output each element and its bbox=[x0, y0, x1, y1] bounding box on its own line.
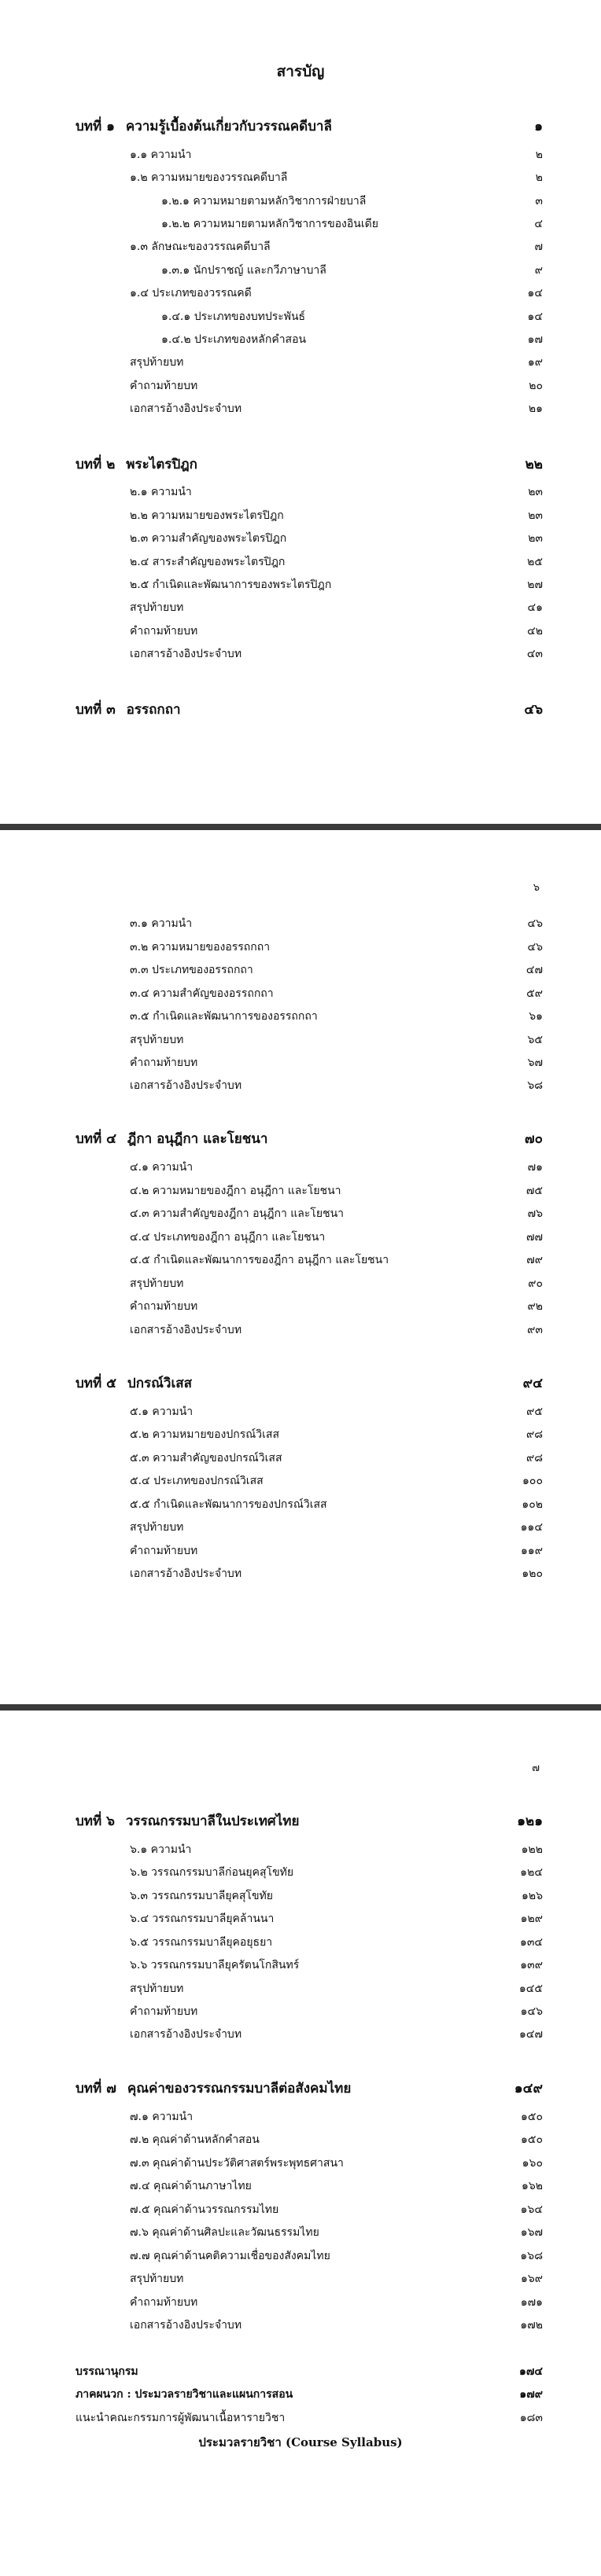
toc-entry: ๖.๑ ความนำ ๑๒๒ bbox=[130, 1843, 543, 1856]
chapter-label: บทที่ ๗ bbox=[76, 2081, 116, 2096]
chapter-title: ฎีกา อนุฎีกา และโยชนา bbox=[127, 1131, 268, 1147]
toc-entry: เอกสารอ้างอิงประจำบท ๖๘ bbox=[130, 1079, 543, 1092]
chapter-heading bbox=[76, 2080, 543, 2097]
toc-entry: ๗.๒ คุณค่าด้านหลักคำสอน ๑๕๐ bbox=[130, 2133, 543, 2146]
toc-entry: ๖.๕ วรรณกรรมบาลียุคอยุธยา ๑๓๔ bbox=[130, 1936, 543, 1949]
toc-entry: ๓.๒ ความหมายของอรรถกถา ๔๖ bbox=[130, 941, 543, 954]
toc-entry: ๒.๒ ความหมายของพระไตรปิฎก ๒๓ bbox=[130, 509, 543, 522]
chapter-title: พระไตรปิฎก bbox=[126, 457, 197, 472]
chapter-heading bbox=[76, 456, 543, 473]
toc-entry: ๔.๑ ความนำ ๗๑ bbox=[130, 1161, 543, 1174]
toc-entry: ๓.๑ ความนำ ๔๖ bbox=[130, 917, 543, 930]
toc-entry: ๒.๑ ความนำ ๒๓ bbox=[130, 486, 543, 498]
toc-entry: ๑.๔.๑ ประเภทของบทประพันธ์ ๑๔ bbox=[161, 311, 543, 323]
chapter-heading bbox=[76, 118, 543, 135]
toc-entry: ๕.๑ ความนำ ๙๕ bbox=[130, 1406, 543, 1418]
toc-entry: คำถามท้ายบท ๖๗ bbox=[130, 1056, 543, 1069]
chapter-page: ๑๒๑ bbox=[517, 1813, 543, 1829]
toc-entry: สรุปท้ายบท ๑๔๕ bbox=[130, 1983, 543, 1995]
chapter-page: ๔๖ bbox=[524, 702, 543, 718]
chapter-title: วรรณกรรมบาลีในประเทศไทย bbox=[125, 1813, 300, 1829]
toc-entry: สรุปท้ายบท ๑๖๙ bbox=[130, 2273, 543, 2285]
toc-entry: ๔.๓ ความสำคัญของฎีกา อนุฎีกา และโยชนา ๗๖ bbox=[130, 1207, 543, 1220]
toc-entry: คำถามท้ายบท ๑๗๑ bbox=[130, 2296, 543, 2309]
toc-entry: ๒.๔ สาระสำคัญของพระไตรปิฎก ๒๕ bbox=[130, 556, 543, 568]
toc-entry: เอกสารอ้างอิงประจำบท ๒๑ bbox=[130, 402, 543, 415]
chapter-heading bbox=[76, 1375, 543, 1392]
toc-entry: ๗.๕ คุณค่าด้านวรรณกรรมไทย ๑๖๔ bbox=[130, 2203, 543, 2216]
toc-entry: คำถามท้ายบท ๑๔๖ bbox=[130, 2005, 543, 2018]
back-matter-entry: บรรณานุกรม ๑๗๔ bbox=[76, 2365, 543, 2378]
chapter-label: บทที่ ๔ bbox=[76, 1131, 116, 1147]
toc-entry: ๑.๒.๑ ความหมายตามหลักวิชาการฝ่ายบาลี ๓ bbox=[161, 195, 543, 208]
toc-entry: เอกสารอ้างอิงประจำบท ๑๒๐ bbox=[130, 1567, 543, 1580]
chapter-title: ความรู้เบื้องต้นเกี่ยวกับวรรณคดีบาลี bbox=[125, 119, 332, 134]
toc-entry: สรุปท้ายบท ๙๐ bbox=[130, 1277, 543, 1290]
syllabus-heading: ประมวลรายวิชา (Course Syllabus) bbox=[198, 2435, 403, 2449]
toc-entry: ๕.๕ กำเนิดและพัฒนาการของปกรณ์วิเสส ๑๐๒ bbox=[130, 1498, 543, 1511]
toc-entry: ๗.๓ คุณค่าด้านประวัติศาสตร์พระพุทธศาสนา ๑๖๐ bbox=[130, 2157, 543, 2170]
toc-entry: สรุปท้ายบท ๖๕ bbox=[130, 1034, 543, 1046]
toc-entry: ๑.๒.๒ ความหมายตามหลักวิชาการของอินเดีย ๔ bbox=[161, 218, 543, 230]
chapter-page: ๒๒ bbox=[525, 457, 543, 472]
toc-entry: ๓.๕ กำเนิดและพัฒนาการของอรรถกถา ๖๑ bbox=[130, 1010, 543, 1023]
toc-entry: ๑.๓ ลักษณะของวรรณคดีบาลี ๗ bbox=[130, 241, 543, 253]
page-separator bbox=[0, 1704, 601, 1711]
toc-entry: สรุปท้ายบท ๔๑ bbox=[130, 601, 543, 614]
chapter-label: บทที่ ๑ bbox=[76, 119, 115, 134]
chapter-page: ๑๔๙ bbox=[514, 2081, 543, 2096]
chapter-page: ๙๔ bbox=[522, 1376, 543, 1391]
chapter-label: บทที่ ๖ bbox=[76, 1813, 115, 1829]
toc-entry: ๑.๒ ความหมายของวรรณคดีบาลี ๒ bbox=[130, 171, 543, 184]
toc-entry: ๑.๓.๑ นักปราชญ์ และกวีภาษาบาลี ๙ bbox=[161, 264, 543, 277]
toc-entry: คำถามท้ายบท ๙๒ bbox=[130, 1300, 543, 1313]
toc-entry: คำถามท้ายบท ๒๐ bbox=[130, 380, 543, 392]
page-title: สารบัญ bbox=[276, 63, 325, 80]
back-matter-entry: ภาคผนวก : ประมวลรายวิชาและแผนการสอน ๑๗๙ bbox=[76, 2388, 543, 2401]
toc-entry: ๔.๔ ประเภทของฎีกา อนุฎีกา และโยชนา ๗๗ bbox=[130, 1231, 543, 1244]
page-1 bbox=[0, 0, 601, 825]
chapter-heading bbox=[76, 1813, 543, 1830]
page-number: ๗ bbox=[532, 1762, 540, 1774]
toc-entry: ๕.๒ ความหมายของปกรณ์วิเสส ๙๘ bbox=[130, 1428, 543, 1441]
toc-entry: เอกสารอ้างอิงประจำบท ๔๓ bbox=[130, 648, 543, 660]
toc-entry: สรุปท้ายบท ๑๙ bbox=[130, 356, 543, 369]
toc-entry: ๗.๗ คุณค่าด้านคติความเชื่อของสังคมไทย ๑๖๘ bbox=[130, 2250, 543, 2262]
toc-entry: ๑.๔.๒ ประเภทของหลักคำสอน ๑๗ bbox=[161, 333, 543, 346]
toc-entry: เอกสารอ้างอิงประจำบท ๑๔๗ bbox=[130, 2028, 543, 2041]
toc-entry: ๗.๖ คุณค่าด้านศิลปะและวัฒนธรรมไทย ๑๖๗ bbox=[130, 2226, 543, 2239]
toc-entry: ๒.๓ ความสำคัญของพระไตรปิฎก ๒๓ bbox=[130, 532, 543, 545]
page-2 bbox=[0, 830, 601, 1704]
toc-entry: ๖.๓ วรรณกรรมบาลียุคสุโขทัย ๑๒๖ bbox=[130, 1890, 543, 1902]
toc-entry: ๑.๑ ความนำ ๒ bbox=[130, 149, 543, 161]
chapter-heading bbox=[76, 1130, 543, 1148]
chapter-label: บทที่ ๓ bbox=[76, 702, 116, 718]
chapter-label: บทที่ ๒ bbox=[76, 457, 116, 472]
toc-entry: คำถามท้ายบท ๑๑๙ bbox=[130, 1545, 543, 1557]
toc-entry: เอกสารอ้างอิงประจำบท ๙๓ bbox=[130, 1324, 543, 1336]
toc-entry: ๖.๖ วรรณกรรมบาลียุครัตนโกสินทร์ ๑๓๙ bbox=[130, 1959, 543, 1972]
toc-entry: ๓.๓ ประเภทของอรรถกถา ๔๗ bbox=[130, 964, 543, 976]
toc-entry: ๒.๕ กำเนิดและพัฒนาการของพระไตรปิฎก ๒๗ bbox=[130, 579, 543, 591]
chapter-title: คุณค่าของวรรณกรรมบาลีต่อสังคมไทย bbox=[127, 2081, 352, 2096]
chapter-title: ปกรณ์วิเสส bbox=[127, 1376, 193, 1391]
toc-entry: ๕.๓ ความสำคัญของปกรณ์วิเสส ๙๘ bbox=[130, 1452, 543, 1464]
chapter-title: อรรถกถา bbox=[126, 702, 181, 718]
toc-entry: เอกสารอ้างอิงประจำบท ๑๗๒ bbox=[130, 2319, 543, 2332]
toc-entry: ๗.๑ ความนำ ๑๕๐ bbox=[130, 2111, 543, 2123]
chapter-label: บทที่ ๕ bbox=[76, 1376, 116, 1391]
toc-entry: ๓.๔ ความสำคัญของอรรถกถา ๕๙ bbox=[130, 987, 543, 1000]
back-matter-entry: แนะนำคณะกรรมการผู้พัฒนาเนื้อหารายวิชา ๑๘๓ bbox=[76, 2412, 543, 2424]
toc-entry: ๑.๔ ประเภทของวรรณคดี ๑๔ bbox=[130, 287, 543, 299]
page-number: ๖ bbox=[533, 882, 540, 894]
toc-entry: ๖.๔ วรรณกรรมบาลียุคล้านนา ๑๒๙ bbox=[130, 1913, 543, 1925]
toc-entry: ๖.๒ วรรณกรรมบาลีก่อนยุคสุโขทัย ๑๒๔ bbox=[130, 1866, 543, 1879]
toc-entry: ๕.๔ ประเภทของปกรณ์วิเสส ๑๐๐ bbox=[130, 1475, 543, 1487]
chapter-page: ๑ bbox=[534, 119, 543, 134]
page-separator bbox=[0, 824, 601, 830]
chapter-page: ๗๐ bbox=[524, 1131, 543, 1147]
toc-entry: คำถามท้ายบท ๔๒ bbox=[130, 625, 543, 638]
toc-entry: สรุปท้ายบท ๑๑๔ bbox=[130, 1521, 543, 1534]
chapter-heading bbox=[76, 701, 543, 718]
toc-entry: ๗.๔ คุณค่าด้านภาษาไทย ๑๖๒ bbox=[130, 2180, 543, 2192]
page-3 bbox=[0, 1711, 601, 2576]
toc-entry: ๔.๒ ความหมายของฎีกา อนุฎีกา และโยชนา ๗๕ bbox=[130, 1185, 543, 1197]
toc-entry: ๔.๕ กำเนิดและพัฒนาการของฎีกา อนุฎีกา และโยชนา ๗๙ bbox=[130, 1254, 543, 1266]
